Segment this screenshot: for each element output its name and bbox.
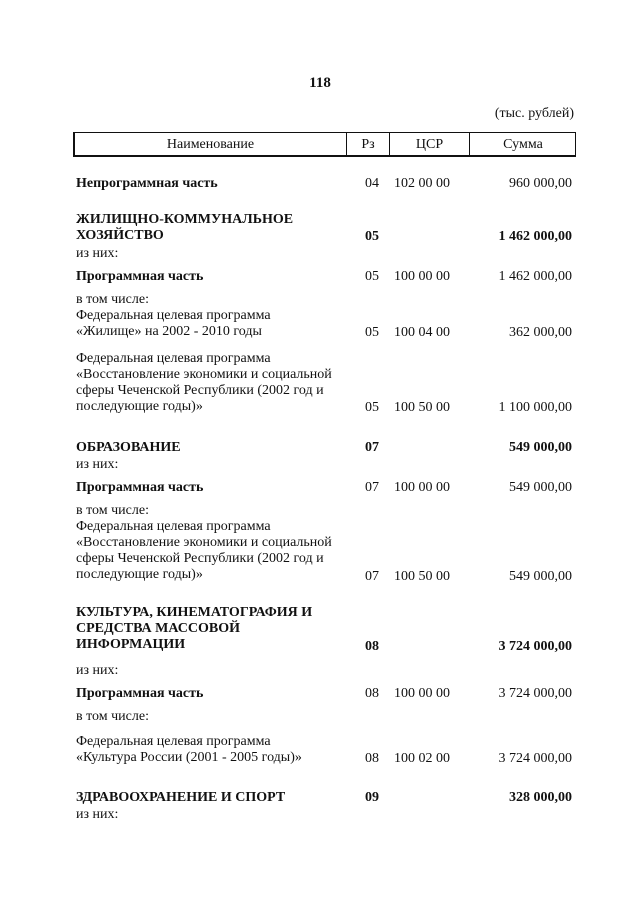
- row-rz: 05: [365, 269, 379, 284]
- units-label: (тыс. рублей): [494, 106, 574, 121]
- row-sum: 549 000,00: [509, 480, 572, 495]
- row-name-line: Федеральная целевая программа: [76, 351, 271, 366]
- row-name-line: сферы Чеченской Республики (2002 год и: [76, 551, 324, 566]
- row-sum: 549 000,00: [509, 569, 572, 584]
- row-csr: 100 00 00: [394, 269, 450, 284]
- row-sum: 328 000,00: [509, 790, 572, 805]
- row-csr: 102 00 00: [394, 176, 450, 191]
- row-sum: 362 000,00: [509, 325, 572, 340]
- row-csr: 100 00 00: [394, 480, 450, 495]
- row-rz: 07: [365, 569, 379, 584]
- row-rz: 08: [365, 686, 379, 701]
- row-rz: 05: [365, 229, 379, 244]
- row-name-line: сферы Чеченской Республики (2002 год и: [76, 383, 324, 398]
- row-name-line: ИНФОРМАЦИИ: [76, 637, 186, 652]
- row-sum: 3 724 000,00: [498, 751, 572, 766]
- row-rz: 09: [365, 790, 379, 805]
- row-csr: 100 02 00: [394, 751, 450, 766]
- row-sum: 1 462 000,00: [498, 229, 572, 244]
- row-name-line: «Восстановление экономики и социальной: [76, 535, 332, 550]
- row-name: [76, 686, 356, 702]
- row-rz: 08: [365, 751, 379, 766]
- row-name-line: Программная часть: [76, 480, 204, 495]
- row-csr: 100 04 00: [394, 325, 450, 340]
- row-sum: 960 000,00: [509, 176, 572, 191]
- row-name-line: «Восстановление экономики и социальной: [76, 367, 332, 382]
- row-rz: 05: [365, 400, 379, 415]
- section-title: [76, 212, 356, 244]
- row-csr: 100 00 00: [394, 686, 450, 701]
- row-name-line: Программная часть: [76, 686, 204, 701]
- row-name-line: ЗДРАВООХРАНЕНИЕ И СПОРТ: [76, 790, 286, 805]
- row-name: [76, 663, 356, 679]
- row-sum: 1 100 000,00: [498, 400, 572, 415]
- row-name-line: последующие годы)»: [76, 399, 203, 414]
- row-name-line: «Жилище» на 2002 - 2010 годы: [76, 324, 262, 339]
- row-name-line: ОБРАЗОВАНИЕ: [76, 440, 181, 455]
- row-name-line: СРЕДСТВА МАССОВОЙ: [76, 621, 241, 636]
- row-rz: 05: [365, 325, 379, 340]
- row-name-line: в том числе:: [76, 503, 149, 518]
- header-name: Наименование: [75, 133, 347, 155]
- row-name-line: КУЛЬТУРА, КИНЕМАТОГРАФИЯ И: [76, 605, 313, 620]
- row-rz: 08: [365, 639, 379, 654]
- row-sum: 549 000,00: [509, 440, 572, 455]
- row-name: [76, 176, 356, 192]
- row-rz: 04: [365, 176, 379, 191]
- row-name: [76, 734, 356, 766]
- row-name: [76, 351, 356, 415]
- row-name-line: Федеральная целевая программа: [76, 519, 271, 534]
- row-name-line: «Культура России (2001 - 2005 годы)»: [76, 750, 302, 765]
- section-title: [76, 440, 356, 456]
- page-number: 118: [309, 75, 331, 91]
- section-title: [76, 790, 356, 806]
- row-name: [76, 269, 356, 285]
- row-name-line: из них:: [76, 457, 119, 472]
- row-sum: 3 724 000,00: [498, 686, 572, 701]
- row-name-line: в том числе:: [76, 709, 149, 724]
- row-name: [76, 246, 356, 262]
- row-name-line: Федеральная целевая программа: [76, 308, 271, 323]
- row-name: [76, 709, 356, 725]
- section-title: [76, 605, 356, 653]
- row-name-line: в том числе:: [76, 292, 149, 307]
- row-name-line: Федеральная целевая программа: [76, 734, 271, 749]
- row-name-line: ЖИЛИЩНО-КОММУНАЛЬНОЕ: [76, 212, 294, 227]
- row-csr: 100 50 00: [394, 400, 450, 415]
- row-sum: 3 724 000,00: [498, 639, 572, 654]
- row-name-line: из них:: [76, 807, 119, 822]
- row-name: [76, 503, 356, 583]
- row-name-line: Программная часть: [76, 269, 204, 284]
- row-name: [76, 457, 356, 473]
- header-rz: Рз: [347, 133, 390, 155]
- row-name-line: последующие годы)»: [76, 567, 203, 582]
- row-name-line: Непрограммная часть: [76, 176, 218, 191]
- row-rz: 07: [365, 440, 379, 455]
- header-sum: Сумма: [503, 137, 543, 152]
- header-csr: ЦСР: [390, 133, 470, 155]
- row-csr: 100 50 00: [394, 569, 450, 584]
- row-sum: 1 462 000,00: [498, 269, 572, 284]
- row-name-line: из них:: [76, 663, 119, 678]
- row-name: [76, 292, 356, 340]
- row-name: [76, 807, 356, 823]
- row-rz: 07: [365, 480, 379, 495]
- row-name-line: из них:: [76, 246, 119, 261]
- row-name-line: ХОЗЯЙСТВО: [76, 228, 164, 243]
- row-name: [76, 480, 356, 496]
